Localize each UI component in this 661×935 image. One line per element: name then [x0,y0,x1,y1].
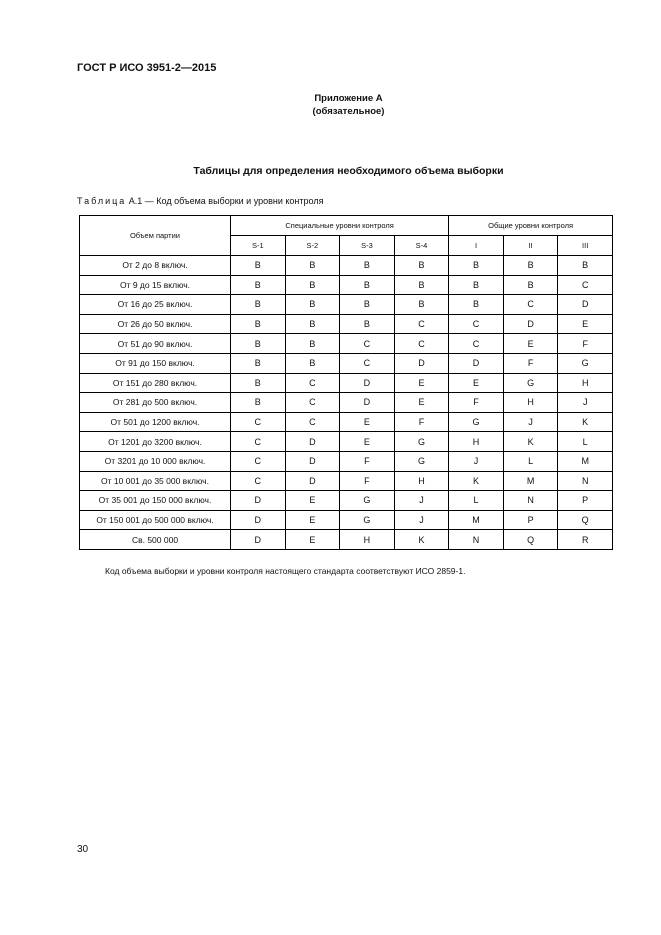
code-letter-cell: F [394,412,449,432]
code-letter-cell: E [340,412,395,432]
code-letter-cell: C [394,334,449,354]
table-caption [77,196,323,206]
table-row [80,275,613,295]
code-letter-cell: D [285,471,340,491]
header-column: S-2 [285,236,340,256]
code-letter-cell: E [340,432,395,452]
code-letter-cell: B [340,256,395,276]
code-letter-cell: C [340,353,395,373]
lot-size-cell: От 151 до 280 включ. [80,373,231,393]
section-title: Таблицы для определения необходимого объема выборки [193,165,504,177]
code-letter-cell: C [394,314,449,334]
lot-size-cell: Св. 500 000 [80,530,231,550]
code-letter-cell: B [503,275,558,295]
header-column: II [503,236,558,256]
table-row [80,471,613,491]
code-letter-cell: B [503,256,558,276]
table-row [80,510,613,530]
table-row [80,412,613,432]
code-letter-cell: K [558,412,613,432]
table-row [80,393,613,413]
code-letter-cell: F [449,393,504,413]
code-letter-cell: F [340,451,395,471]
header-special-levels: Специальные уровни контроля [231,216,449,236]
code-letter-cell: E [394,373,449,393]
table-row [80,373,613,393]
code-letter-cell: F [503,353,558,373]
code-letter-cell: B [394,275,449,295]
code-letter-cell: B [558,256,613,276]
code-letter-cell: G [558,353,613,373]
annex-title: Приложение А [314,93,383,104]
code-letter-cell: B [394,295,449,315]
code-letter-cell: J [394,491,449,511]
code-letter-cell: B [231,256,286,276]
code-letter-cell: N [503,491,558,511]
code-letter-cell: P [558,491,613,511]
code-letter-cell: H [449,432,504,452]
code-letter-cell: B [231,275,286,295]
code-letter-cell: B [231,295,286,315]
table-row [80,432,613,452]
code-letter-cell: B [449,295,504,315]
code-letter-cell: B [285,295,340,315]
table-row [80,530,613,550]
code-letter-cell: K [449,471,504,491]
lot-size-cell: От 35 001 до 150 000 включ. [80,491,231,511]
code-letter-cell: C [340,334,395,354]
code-letter-cell: Q [503,530,558,550]
code-letter-cell: H [503,393,558,413]
code-letter-cell: B [231,373,286,393]
code-letter-cell: D [285,432,340,452]
code-letter-cell: J [558,393,613,413]
code-letter-cell: L [503,451,558,471]
code-letter-cell: C [285,412,340,432]
code-letter-cell: P [503,510,558,530]
table-row [80,256,613,276]
code-letter-cell: B [449,275,504,295]
code-letter-cell: C [231,432,286,452]
lot-size-cell: От 10 001 до 35 000 включ. [80,471,231,491]
code-letter-cell: L [449,491,504,511]
code-letter-cell: E [285,530,340,550]
code-letter-cell: B [285,353,340,373]
header-column: S-4 [394,236,449,256]
header-general-levels: Общие уровни контроля [449,216,613,236]
code-letter-cell: C [285,373,340,393]
code-letter-cell: B [231,314,286,334]
table-caption-text: А.1 — Код объема выборки и уровни контроля [126,196,324,206]
code-letter-cell: D [285,451,340,471]
document-header: ГОСТ Р ИСО 3951-2—2015 [77,62,217,74]
code-letter-cell: G [340,510,395,530]
code-letter-cell: G [449,412,504,432]
code-letter-cell: D [394,353,449,373]
code-letter-cell: B [285,256,340,276]
code-letter-cell: K [394,530,449,550]
lot-size-cell: От 3201 до 10 000 включ. [80,451,231,471]
code-letter-cell: E [449,373,504,393]
code-letter-cell: B [340,295,395,315]
code-letter-cell: F [558,334,613,354]
header-column: III [558,236,613,256]
code-letter-cell: D [503,314,558,334]
table-row [80,314,613,334]
code-letter-cell: B [231,393,286,413]
table-body [80,256,613,550]
code-letter-cell: R [558,530,613,550]
code-letter-cell: H [394,471,449,491]
lot-size-cell: От 26 до 50 включ. [80,314,231,334]
code-letter-cell: B [340,275,395,295]
code-letter-cell: C [503,295,558,315]
code-letter-cell: D [340,393,395,413]
lot-size-cell: От 91 до 150 включ. [80,353,231,373]
code-letter-cell: Q [558,510,613,530]
code-letter-cell: G [340,491,395,511]
code-letter-cell: D [231,530,286,550]
code-letter-cell: D [231,491,286,511]
code-letter-cell: C [558,275,613,295]
code-letter-cell: L [558,432,613,452]
code-letter-cell: B [231,353,286,373]
header-lot-size: Объем партии [80,216,231,256]
table-row [80,353,613,373]
code-letter-cell: D [558,295,613,315]
code-letter-cell: M [503,471,558,491]
code-letter-cell: F [340,471,395,491]
table-caption-label: Таблица [77,196,127,206]
code-letter-cell: J [449,451,504,471]
table-row [80,491,613,511]
code-letter-cell: B [340,314,395,334]
code-letter-cell: D [340,373,395,393]
code-letter-cell: E [394,393,449,413]
lot-size-cell: От 281 до 500 включ. [80,393,231,413]
code-letter-cell: B [285,314,340,334]
code-letter-cell: N [449,530,504,550]
code-letter-cell: B [285,334,340,354]
code-letter-cell: B [231,334,286,354]
code-letter-cell: H [558,373,613,393]
table-row [80,451,613,471]
header-column: S-1 [231,236,286,256]
code-letter-cell: B [285,275,340,295]
code-letter-cell: E [285,510,340,530]
code-letter-cell: B [449,256,504,276]
annex-heading [0,92,661,118]
code-letter-cell: C [231,412,286,432]
code-letter-cell: K [503,432,558,452]
code-letter-cell: E [558,314,613,334]
header-column: I [449,236,504,256]
code-letter-cell: J [394,510,449,530]
code-letter-cell: M [449,510,504,530]
lot-size-cell: От 2 до 8 включ. [80,256,231,276]
code-letter-cell: D [231,510,286,530]
code-letter-cell: C [449,334,504,354]
code-letter-cell: B [394,256,449,276]
table-row [80,295,613,315]
code-letter-cell: N [558,471,613,491]
code-letter-cell: J [503,412,558,432]
lot-size-cell: От 16 до 25 включ. [80,295,231,315]
lot-size-cell: От 51 до 90 включ. [80,334,231,354]
code-letter-cell: M [558,451,613,471]
code-letter-cell: H [340,530,395,550]
lot-size-cell: От 9 до 15 включ. [80,275,231,295]
code-letter-cell: G [394,432,449,452]
code-letter-cell: C [449,314,504,334]
lot-size-cell: От 501 до 1200 включ. [80,412,231,432]
page-number: 30 [77,844,89,855]
code-letter-cell: E [285,491,340,511]
code-letter-cell: E [503,334,558,354]
code-letter-cell: G [503,373,558,393]
code-letter-cell: C [231,451,286,471]
sample-size-code-table [79,215,613,550]
code-letter-cell: G [394,451,449,471]
code-letter-cell: D [449,353,504,373]
table-note: Код объема выборки и уровни контроля настоящего стандарта соответствуют ИСО 2859-1. [105,566,466,576]
lot-size-cell: От 150 001 до 500 000 включ. [80,510,231,530]
code-letter-cell: C [285,393,340,413]
lot-size-cell: От 1201 до 3200 включ. [80,432,231,452]
table-row [80,334,613,354]
code-letter-cell: C [231,471,286,491]
header-column: S-3 [340,236,395,256]
annex-subtitle: (обязательное) [312,106,385,117]
